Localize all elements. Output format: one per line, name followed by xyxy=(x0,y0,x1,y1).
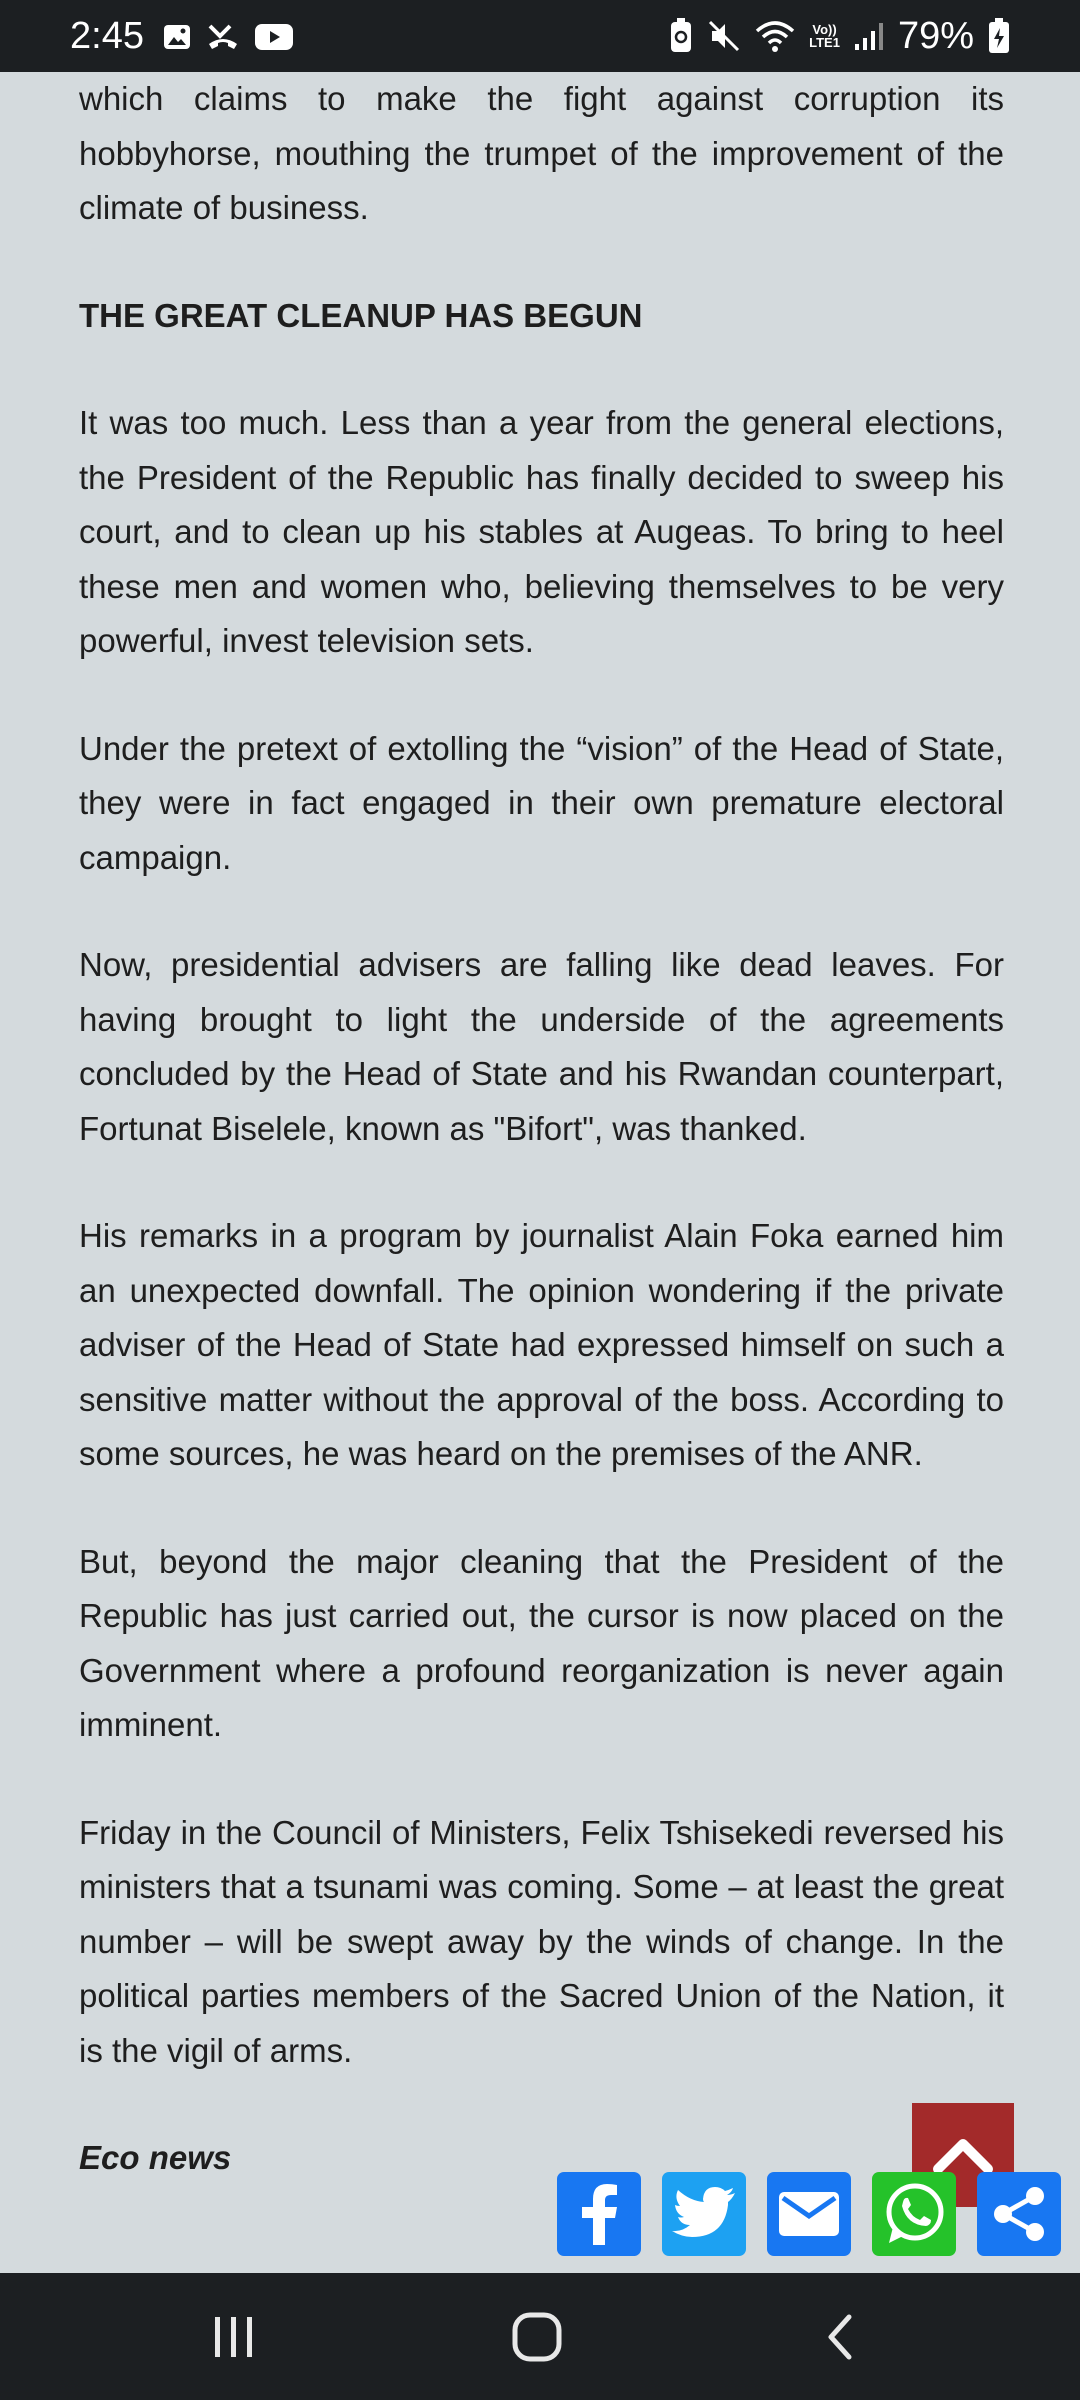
facebook-share-button[interactable] xyxy=(557,2172,641,2256)
notification-icons xyxy=(162,22,294,52)
home-icon xyxy=(511,2311,563,2363)
battery-percent: 79% xyxy=(897,15,974,57)
battery-saver-icon xyxy=(669,18,693,54)
paragraph: Under the pretext of extolling the “vision” of the Head of State, they were in fact engaged in their own premature electoral campaign. xyxy=(79,729,1004,876)
status-time: 2:45 xyxy=(70,15,144,57)
youtube-icon xyxy=(254,22,294,52)
twitter-share-button[interactable] xyxy=(662,2172,746,2256)
recents-icon xyxy=(212,2315,256,2359)
share-icon xyxy=(989,2184,1049,2244)
share-button[interactable] xyxy=(977,2172,1061,2256)
back-button[interactable] xyxy=(760,2273,920,2400)
article-body xyxy=(79,72,1004,2186)
battery-charging-icon xyxy=(988,18,1010,54)
twitter-icon xyxy=(672,2187,736,2241)
paragraph: Friday in the Council of Ministers, Felix Tshisekedi reversed his ministers that a tsunami was coming. Some – at least the great number – will be swept away by the winds of change. In the political parties members of the Sacred Union of the Nation, it is the vigil of arms. xyxy=(79,1813,1004,2069)
facebook-icon xyxy=(577,2183,621,2245)
recents-button[interactable] xyxy=(154,2273,314,2400)
whatsapp-share-button[interactable] xyxy=(872,2172,956,2256)
chevron-up-icon xyxy=(932,2135,994,2175)
signal-icon xyxy=(854,20,884,52)
wifi-icon xyxy=(755,19,795,53)
article-source: Eco news xyxy=(79,2139,232,2176)
missed-call-icon xyxy=(206,22,240,52)
paragraph: His remarks in a program by journalist Alain Foka earned him an unexpected downfall. The opinion wondering if the private adviser of the Head of State had expressed himself on such a sensitive matter without the approval of the boss. According to some sources, he was heard on the premises of the ANR. xyxy=(79,1217,1004,1472)
paragraph: But, beyond the major cleaning that the President of the Republic has just carried out, the cursor is now placed on the Government where a profound reorganization is never again imminent. xyxy=(79,1542,1004,1743)
lte-label: LTE1 xyxy=(809,35,840,50)
home-button[interactable] xyxy=(457,2273,617,2400)
mute-icon xyxy=(707,19,741,53)
email-icon xyxy=(779,2192,839,2236)
volte-label: Vo)) xyxy=(812,22,837,37)
paragraph: It was too much. Less than a year from the general elections, the President of the Republic has finally decided to sweep his court, and to clean up his stables at Augeas. To bring to heel these men and women who, believing themselves to be very powerful, invest television sets. xyxy=(79,404,1004,659)
back-icon xyxy=(825,2313,855,2361)
status-bar xyxy=(0,0,1080,72)
paragraph: Now, presidential advisers are falling like dead leaves. For having brought to light the underside of the agreements concluded by the Head of State and his Rwandan counterpart, Fortunat Biselele, known as "Bifort", was thanked. xyxy=(79,946,1004,1147)
email-share-button[interactable] xyxy=(767,2172,851,2256)
gallery-icon xyxy=(162,22,192,52)
paragraph: which claims to make the fight against corruption its hobbyhorse, mouthing the trumpet of the improvement of the climate of business. xyxy=(79,80,1004,226)
lte-indicator xyxy=(809,23,840,49)
system-icons xyxy=(669,12,1010,60)
whatsapp-icon xyxy=(881,2181,947,2247)
section-heading: THE GREAT CLEANUP HAS BEGUN xyxy=(79,296,643,334)
navigation-bar xyxy=(0,2273,1080,2400)
